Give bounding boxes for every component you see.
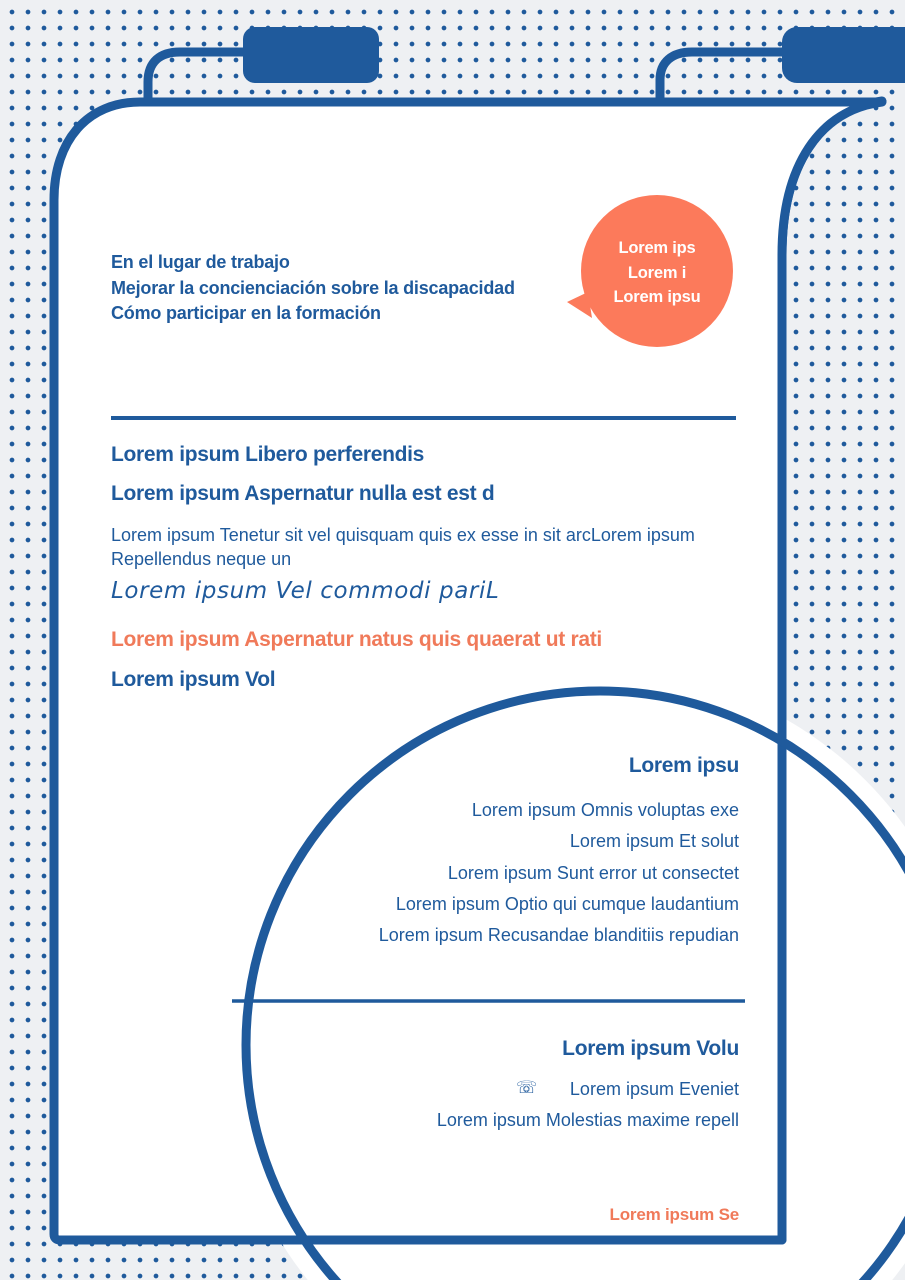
bubble-line-1: Lorem ips bbox=[618, 239, 696, 257]
intro-line-1: En el lugar de trabajo bbox=[111, 252, 290, 272]
heading-aspernatur: Lorem ipsum Aspernatur nulla est est d bbox=[111, 482, 495, 505]
list-item: Lorem ipsum Recusandae blanditiis repudian bbox=[378, 925, 739, 945]
telephone-icon: ☏ bbox=[516, 1078, 538, 1097]
handwritten-line: Lorem ipsum Vel commodi pariL bbox=[111, 578, 500, 604]
list-item: Lorem ipsum Sunt error ut consectet bbox=[447, 863, 739, 883]
left-clip-hook bbox=[148, 52, 255, 101]
list-heading: Lorem ipsu bbox=[628, 754, 739, 777]
bubble-text bbox=[582, 236, 732, 310]
heading-libero: Lorem ipsum Libero perferendis bbox=[111, 443, 425, 466]
contact-heading: Lorem ipsum Volu bbox=[562, 1037, 739, 1060]
highlight-heading: Lorem ipsum Aspernatur natus quis quaerat ut rati bbox=[111, 628, 602, 651]
heading-vol: Lorem ipsum Vol bbox=[111, 668, 276, 691]
right-clip bbox=[782, 27, 905, 83]
contact-address: Lorem ipsum Molestias maxime repell bbox=[436, 1110, 739, 1130]
list-item: Lorem ipsum Omnis voluptas exe bbox=[471, 800, 739, 820]
left-clip bbox=[243, 27, 379, 83]
bubble-line-2: Lorem i bbox=[627, 263, 687, 282]
bubble-line-3: Lorem ipsu bbox=[613, 288, 701, 306]
list-item: Lorem ipsum Optio qui cumque laudantium bbox=[395, 894, 739, 914]
right-clip-hook bbox=[660, 52, 790, 101]
intro-line-3: Cómo participar en la formación bbox=[111, 303, 381, 323]
intro-block bbox=[111, 250, 515, 327]
list-item: Lorem ipsum Et solut bbox=[569, 831, 739, 851]
intro-line-2: Mejorar la concienciación sobre la discapacidad bbox=[111, 277, 515, 298]
footer-text: Lorem ipsum Se bbox=[609, 1205, 739, 1224]
contact-phone: Lorem ipsum Eveniet bbox=[569, 1079, 739, 1099]
body-paragraph: Lorem ipsum Tenetur sit vel quisquam quis ex esse in sit arcLorem ipsum Repellendus neque un bbox=[111, 525, 695, 569]
